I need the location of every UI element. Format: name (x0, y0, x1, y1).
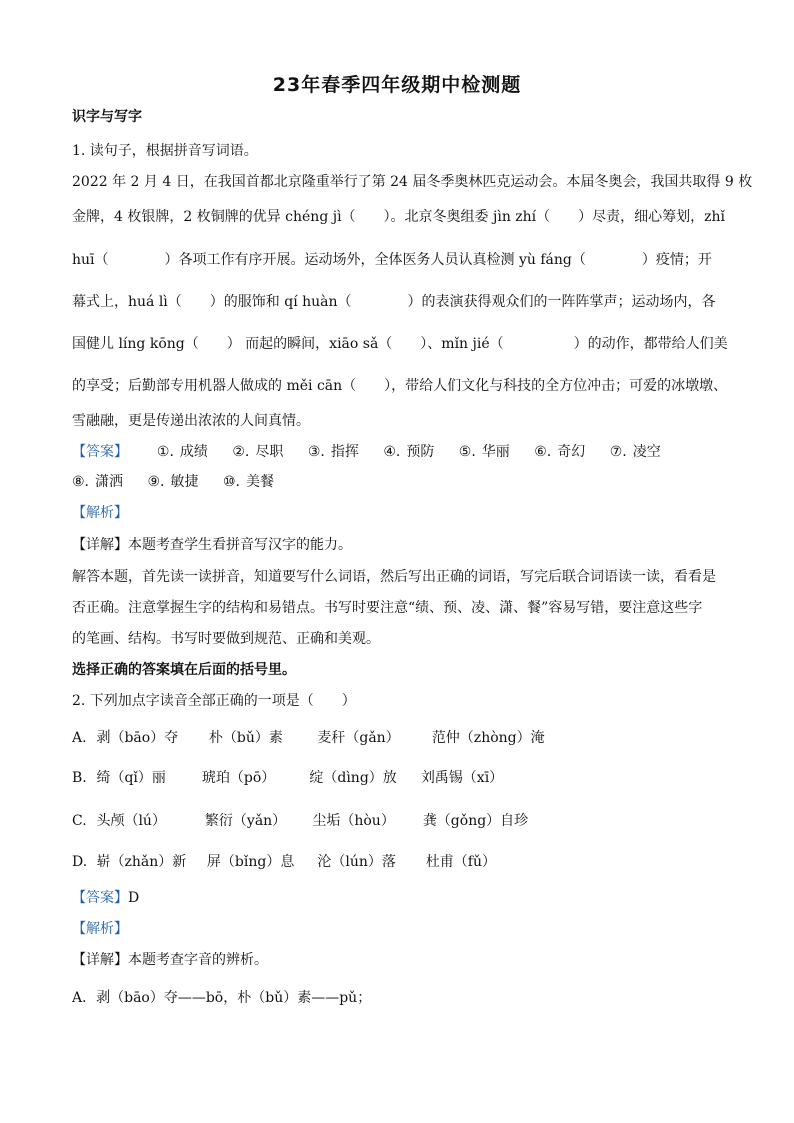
question-2-option-b: B. 绮（qǐ）丽 琥珀（pō） 绽（dìng）放 刘禹锡（xī） (72, 770, 504, 786)
answer-item: ⑨. 敏捷 (147, 474, 199, 490)
detail-label: 【详解】 (72, 952, 128, 968)
question-1-text-line-4: 幕式上，huá lì（ ）的服饰和 qí huàn（ ）的表演获得观众们的一阵阵掌声；运动场内，各 (72, 294, 716, 310)
answer-item: ⑩. 美餐 (222, 474, 274, 490)
question-1-answer-row-2 (72, 472, 294, 492)
section-heading-literacy: 识字与写字 (72, 109, 142, 125)
question-1-text-line-5: 国健儿 líng kōng（ ） 而起的瞬间，xiāo sǎ（ ）、mǐn jié（ ）的动作，都带给人们美 (72, 336, 728, 352)
detail-text: 本题考查学生看拼音写汉字的能力。 (128, 537, 352, 553)
detail-label: 【详解】 (72, 537, 128, 553)
answer-item: ②. 尽职 (232, 444, 284, 460)
page-title: 23年春季四年级期中检测题 (272, 74, 522, 96)
question-1-text-line-7: 雪融融，更是传递出浓浓的人间真情。 (72, 413, 310, 429)
question-1-explain-line-2: 否正确。注意掌握生字的结构和易错点。书写时要注意“绩、预、凌、潇、餐”容易写错，要注意这些字 (72, 600, 703, 616)
answer-label: 【答案】 (72, 444, 128, 460)
answer-item: ⑥. 奇幻 (534, 444, 586, 460)
question-1-text-line-6: 的享受；后勤部专用机器人做成的 měi cān（ ），带给人们文化与科技的全方位冲击；可爱的冰墩墩、 (72, 378, 728, 394)
question-1-text-line-2: 金牌，4 枚银牌，2 枚铜牌的优异 chéng jì（ ）。北京冬奥组委 jìn zhí（ ）尽责，细心筹划，zhǐ (72, 209, 726, 225)
question-1-text-line-1: 2022 年 2 月 4 日，在我国首都北京隆重举行了第 24 届冬季奥林匹克运动会。本届冬奥会，我国共取得 9 枚 (72, 174, 753, 190)
question-2-option-c: C. 头颅（lú） 繁衍（yǎn） 尘垢（hòu） 龚（gǒng）自珍 (72, 813, 529, 829)
answer-item: ③. 指挥 (307, 444, 359, 460)
question-1-detail (72, 535, 352, 555)
answer-item: ⑦. 凌空 (609, 444, 661, 460)
question-2-analysis-label: 【解析】 (72, 921, 128, 937)
answer-value: D (128, 890, 140, 906)
question-2-option-d: D. 崭（zhǎn）新 屏（bǐng）息 沦（lún）落 杜甫（fǔ） (72, 854, 497, 870)
answer-item: ⑤. 华丽 (458, 444, 510, 460)
detail-text: 本题考查字音的辨析。 (128, 952, 268, 968)
question-1-explain-line-3: 的笔画、结构。书写时要做到规范、正确和美观。 (72, 631, 380, 647)
question-1-stem: 1. 读句子，根据拼音写词语。 (72, 143, 258, 159)
section-heading-choice: 选择正确的答案填在后面的括号里。 (72, 662, 296, 678)
question-1-analysis-label: 【解析】 (72, 505, 128, 521)
answer-item: ①. 成绩 (156, 444, 208, 460)
answer-item: ⑧. 潇洒 (72, 474, 124, 490)
question-2-detail (72, 950, 268, 970)
answer-item: ④. 预防 (383, 444, 435, 460)
question-1-text-line-3: huī（ ）各项工作有序开展。运动场外，全体医务人员认真检测 yù fáng（ ）疫情；开 (72, 252, 712, 268)
answer-label: 【答案】 (72, 890, 128, 906)
question-2-answer (72, 888, 139, 908)
question-2-explain-a: A．剥（bāo）夺——bō，朴（bǔ）素——pǔ； (72, 990, 372, 1006)
question-2-stem: 2. 下列加点字读音全部正确的一项是（ ） (72, 693, 356, 709)
question-1-explain-line-1: 解答本题，首先读一读拼音，知道要写什么词语，然后写出正确的词语，写完后联合词语读一读，看看是 (72, 569, 716, 585)
question-1-answer-row-1 (72, 442, 681, 462)
question-2-option-a: A. 剥（bāo）夺 朴（bǔ）素 麦秆（gǎn） 范仲（zhòng）淹 (72, 730, 545, 746)
